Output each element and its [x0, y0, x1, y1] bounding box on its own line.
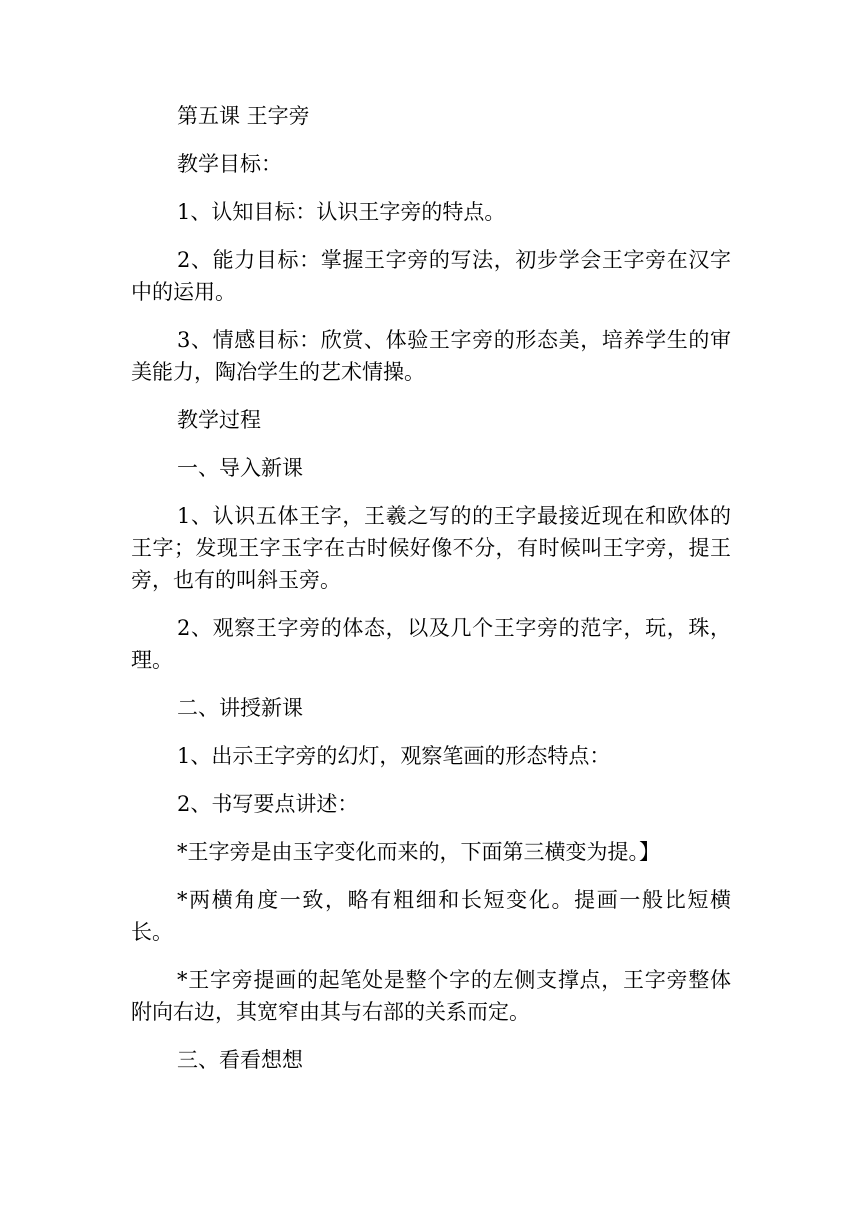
writing-point-1: *王字旁是由玉字变化而来的，下面第三横变为提。】	[177, 840, 660, 864]
subheading-new-lesson: 二、讲授新课	[177, 696, 303, 720]
document-body	[131, 100, 731, 1092]
objective-cognitive: 1、认知目标：认识王字旁的特点。	[177, 200, 506, 224]
intro-item-2: 2、观察王字旁的体态，以及几个王字旁的范字，玩，珠，理。	[131, 616, 731, 672]
objective-emotional: 3、情感目标：欣赏、体验王字旁的形态美，培养学生的审美能力，陶冶学生的艺术情操。	[131, 328, 731, 384]
section-heading-process: 教学过程	[177, 408, 261, 432]
lesson-item-1: 1、出示王字旁的幻灯，观察笔画的形态特点：	[177, 744, 611, 768]
lesson-title: 第五课 王字旁	[177, 104, 310, 128]
subheading-look-think: 三、看看想想	[177, 1048, 303, 1072]
lesson-item-2: 2、书写要点讲述：	[177, 792, 359, 816]
section-heading-objectives: 教学目标：	[177, 152, 282, 176]
writing-point-2: *两横角度一致，略有粗细和长短变化。提画一般比短横长。	[131, 888, 731, 944]
objective-ability: 2、能力目标：掌握王字旁的写法，初步学会王字旁在汉字中的运用。	[131, 248, 731, 304]
writing-point-3: *王字旁提画的起笔处是整个字的左侧支撑点，王字旁整体附向右边，其宽窄由其与右部的关系而定。	[131, 968, 731, 1024]
intro-item-1: 1、认识五体王字，王羲之写的的王字最接近现在和欧体的王字；发现王字玉字在古时候好像不分，有时候叫王字旁，提王旁，也有的叫斜玉旁。	[131, 504, 731, 592]
subheading-introduction: 一、导入新课	[177, 456, 303, 480]
